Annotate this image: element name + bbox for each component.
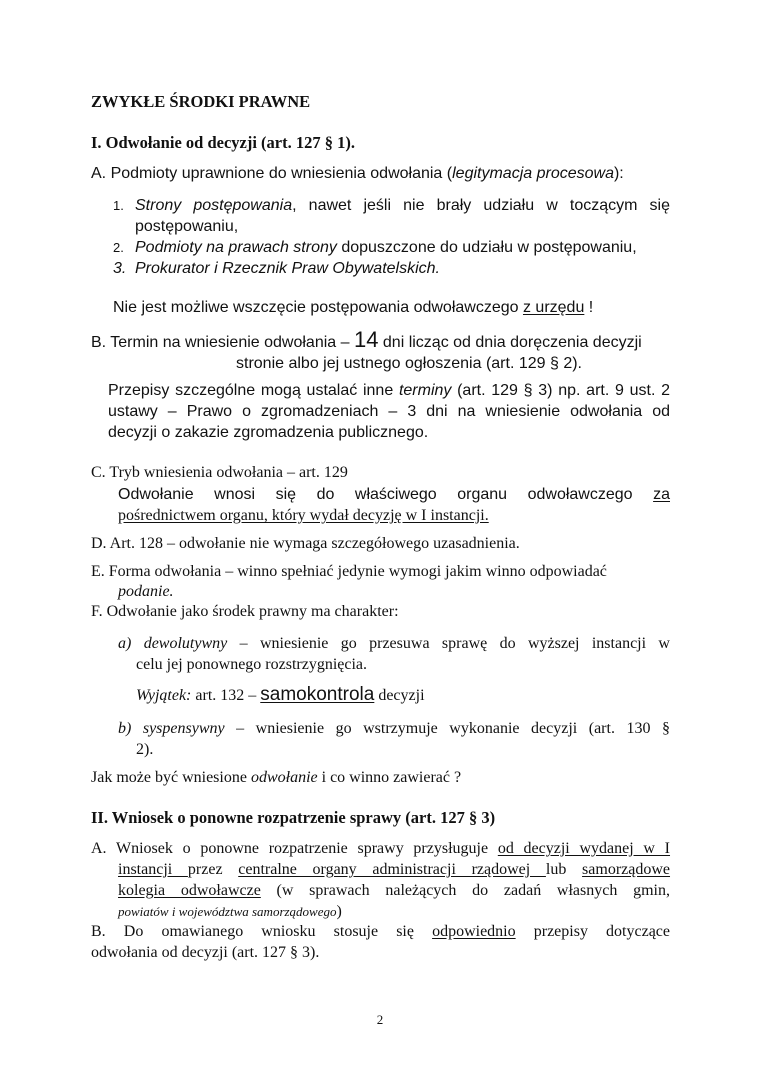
s1-f-dewolutywny-cont: celu jej ponownego rozstrzygnięcia. <box>136 656 368 673</box>
s1-item-1: 1. Strony postępowania, nawet jeśli nie brały udziału w toczącym się <box>113 197 671 214</box>
section-1-heading: I. Odwołanie od decyzji (art. 127 § 1). <box>91 133 355 152</box>
s1-point-b-cont: stronie albo jej ustnego ogłoszenia (art. 129 § 2). <box>236 355 582 372</box>
s1-item-3: 3. Prokurator i Rzecznik Praw Obywatelskich. <box>113 260 440 277</box>
s1-f-suspensywny-cont: 2). <box>136 741 154 758</box>
s1-b-note-line-1: Przepisy szczególne mogą ustalać inne terminy (art. 129 § 3) np. art. 9 ust. 2 <box>108 382 671 399</box>
s1-point-c-line-2: pośrednictwem organu, który wydał decyzję w I instancji. <box>118 507 489 524</box>
s1-f-suspensywny: b) syspensywny – wniesienie go wstrzymuje wykonanie decyzji (art. 130 § <box>118 720 670 737</box>
document-title: ZWYKŁE ŚRODKI PRAWNE <box>91 92 311 111</box>
s1-point-d: D. Art. 128 – odwołanie nie wymaga szczegółowego uzasadnienia. <box>91 535 520 552</box>
s1-b-note-line-2: ustawy – Prawo o zgromadzeniach – 3 dni na wniesienie odwołania od <box>108 403 670 420</box>
s1-question: Jak może być wniesione odwołanie i co winno zawierać ? <box>91 769 462 786</box>
s2-point-a-line-3: kolegia odwoławcze (w sprawach należących do zadań własnych gmin, <box>118 882 670 899</box>
s2-point-a-line-2: instancji przez centralne organy administracji rządowej lub samorządowe <box>118 861 671 878</box>
page-number: 2 <box>376 1012 384 1027</box>
s1-point-a: A. Podmioty uprawnione do wniesienia odwołania (legitymacja procesowa): <box>91 165 624 182</box>
s1-note-z-urzedu: Nie jest możliwe wszczęcie postępowania odwoławczego z urzędu ! <box>113 299 594 316</box>
s2-point-a-line-1: A. Wniosek o ponowne rozpatrzenie sprawy przysługuje od decyzji wydanej w I <box>91 840 671 857</box>
s1-point-b: B. Termin na wniesienie odwołania – 14 dni licząc od dnia doręczenia decyzji <box>91 327 642 352</box>
s1-point-e: E. Forma odwołania – winno spełniać jedynie wymogi jakim winno odpowiadać <box>91 563 607 580</box>
s1-item-1-cont: postępowaniu, <box>135 218 239 235</box>
s1-point-e-cont: podanie. <box>118 583 174 600</box>
s1-item-2: 2. Podmioty na prawach strony dopuszczone do udziału w postępowaniu, <box>113 239 637 256</box>
section-2-heading: II. Wniosek o ponowne rozpatrzenie sprawy (art. 127 § 3) <box>91 808 496 827</box>
s2-point-b-line-1: B. Do omawianego wniosku stosuje się odpowiednio przepisy dotyczące <box>91 923 670 940</box>
s1-f-wyjatek: Wyjątek: art. 132 – samokontrola decyzji <box>136 684 425 705</box>
s1-point-f: F. Odwołanie jako środek prawny ma charakter: <box>91 603 399 620</box>
s2-point-b-line-2: odwołania od decyzji (art. 127 § 3). <box>91 944 320 961</box>
s1-point-c-line-1: Odwołanie wnosi się do właściwego organu odwoławczego za <box>118 486 670 503</box>
s1-point-c: C. Tryb wniesienia odwołania – art. 129 <box>91 464 348 481</box>
s1-b-note-line-3: decyzji o zakazie zgromadzenia publicznego. <box>108 424 429 441</box>
s2-point-a-line-4: powiatów i województwa samorządowego) <box>118 903 342 920</box>
s1-f-dewolutywny: a) dewolutywny – wniesienie go przesuwa sprawę do wyższej instancji w <box>118 635 670 652</box>
